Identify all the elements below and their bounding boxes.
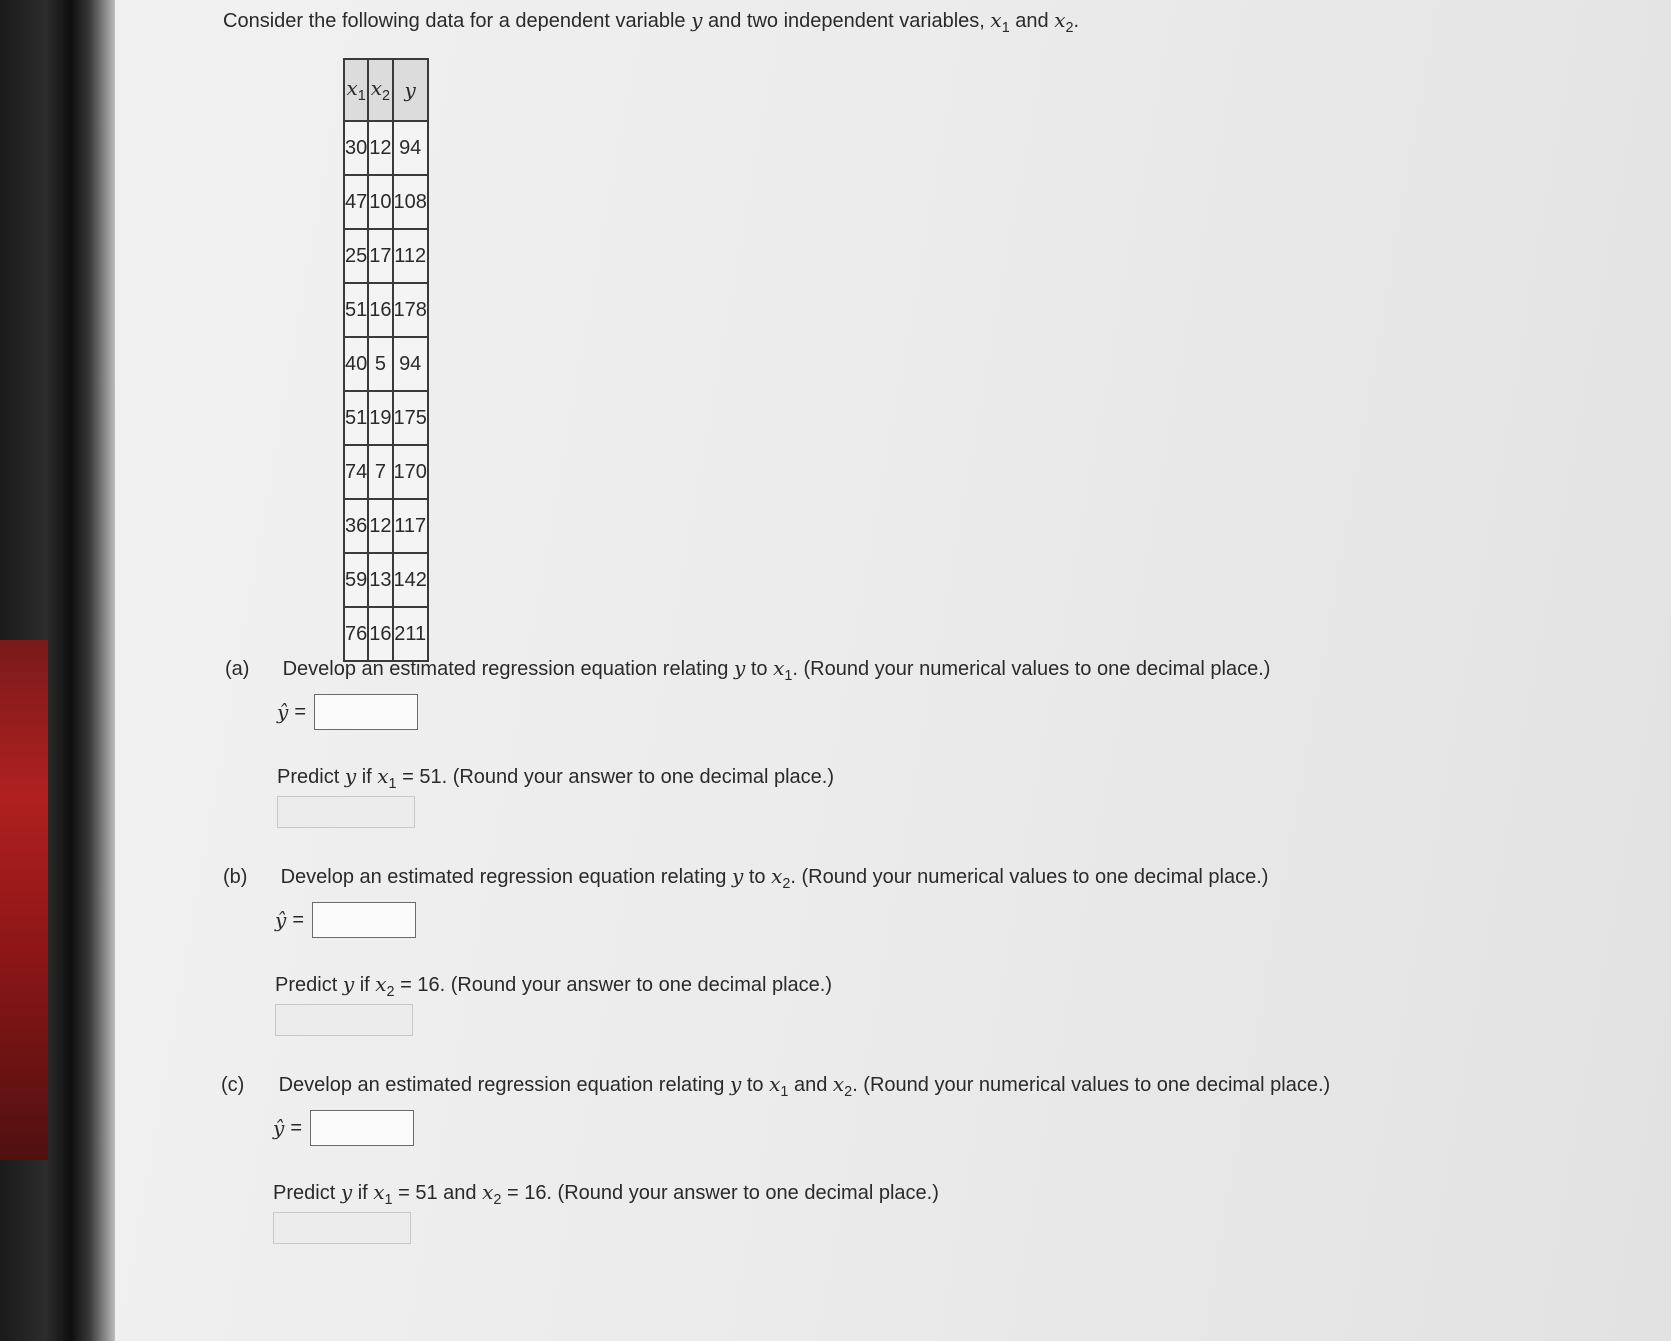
table-row (344, 175, 428, 229)
cell-y: 175 (393, 391, 428, 445)
question-intro: Consider the following data for a dependent variable y and two independent variables, $x_1$ and $x_2$. (223, 8, 1080, 37)
cell-y: 108 (393, 175, 428, 229)
cell-x1: 59 (344, 553, 368, 607)
cell-x1: 51 (344, 283, 368, 337)
background-object (0, 640, 48, 1160)
part-c-predict-text: Predict y if $x_1 = 51$ and $x_2 = 16$. (Round your answer to one decimal place.) (273, 1180, 939, 1209)
cell-x1: 51 (344, 391, 368, 445)
part-a-equation-row: ŷ = (277, 694, 418, 730)
data-table (343, 58, 429, 662)
table-row (344, 229, 428, 283)
cell-x2: 7 (368, 445, 392, 499)
table-header-row (344, 59, 428, 121)
cell-x2: 17 (368, 229, 392, 283)
part-b-question: (b) Develop an estimated regression equation relating y to $x_2$. (Round your numerical values to one decimal place.) (223, 864, 1269, 893)
table-row (344, 391, 428, 445)
cell-x2: 10 (368, 175, 392, 229)
cell-x2: 19 (368, 391, 392, 445)
part-a-equation-input[interactable] (314, 694, 418, 730)
cell-x1: 76 (344, 607, 368, 661)
cell-x2: 12 (368, 499, 392, 553)
cell-x2: 13 (368, 553, 392, 607)
part-a-predict-text: Predict y if $x_1 = 51$. (Round your answer to one decimal place.) (277, 764, 835, 793)
part-c-predict-input[interactable] (273, 1212, 411, 1244)
table-row (344, 337, 428, 391)
header-x1: $x_1$ (344, 59, 368, 121)
table-row (344, 121, 428, 175)
part-c-question: (c) Develop an estimated regression equation relating y to $x_1$ and $x_2$. (Round your numerical values to one decimal place.) (221, 1072, 1331, 1101)
table-row (344, 445, 428, 499)
cell-x2: 16 (368, 283, 392, 337)
cell-x1: 30 (344, 121, 368, 175)
part-c-equation-row: ŷ = (273, 1110, 414, 1146)
table-row (344, 607, 428, 661)
table-row (344, 553, 428, 607)
cell-x1: 74 (344, 445, 368, 499)
cell-y: 142 (393, 553, 428, 607)
screen (115, 0, 1671, 1341)
cell-y: 94 (393, 337, 428, 391)
part-a-question: (a) Develop an estimated regression equation relating y to $x_1$. (Round your numerical values to one decimal place.) (225, 656, 1271, 685)
cell-y: 112 (393, 229, 428, 283)
cell-y: 117 (393, 499, 428, 553)
cell-y: 170 (393, 445, 428, 499)
cell-x2: 12 (368, 121, 392, 175)
cell-y: 94 (393, 121, 428, 175)
part-b-predict-text: Predict y if $x_2 = 16$. (Round your answer to one decimal place.) (275, 972, 833, 1001)
cell-y: 211 (393, 607, 428, 661)
header-y: y (393, 59, 428, 121)
cell-x1: 25 (344, 229, 368, 283)
header-x2: $x_2$ (368, 59, 392, 121)
cell-x1: 36 (344, 499, 368, 553)
part-b-predict-input[interactable] (275, 1004, 413, 1036)
table-row (344, 499, 428, 553)
cell-x1: 40 (344, 337, 368, 391)
table-row (344, 283, 428, 337)
part-b-equation-input[interactable] (312, 902, 416, 938)
cell-x2: 5 (368, 337, 392, 391)
part-a-predict-input[interactable] (277, 796, 415, 828)
cell-x2: 16 (368, 607, 392, 661)
cell-y: 178 (393, 283, 428, 337)
part-b-equation-row: ŷ = (275, 902, 416, 938)
cell-x1: 47 (344, 175, 368, 229)
part-c-equation-input[interactable] (310, 1110, 414, 1146)
